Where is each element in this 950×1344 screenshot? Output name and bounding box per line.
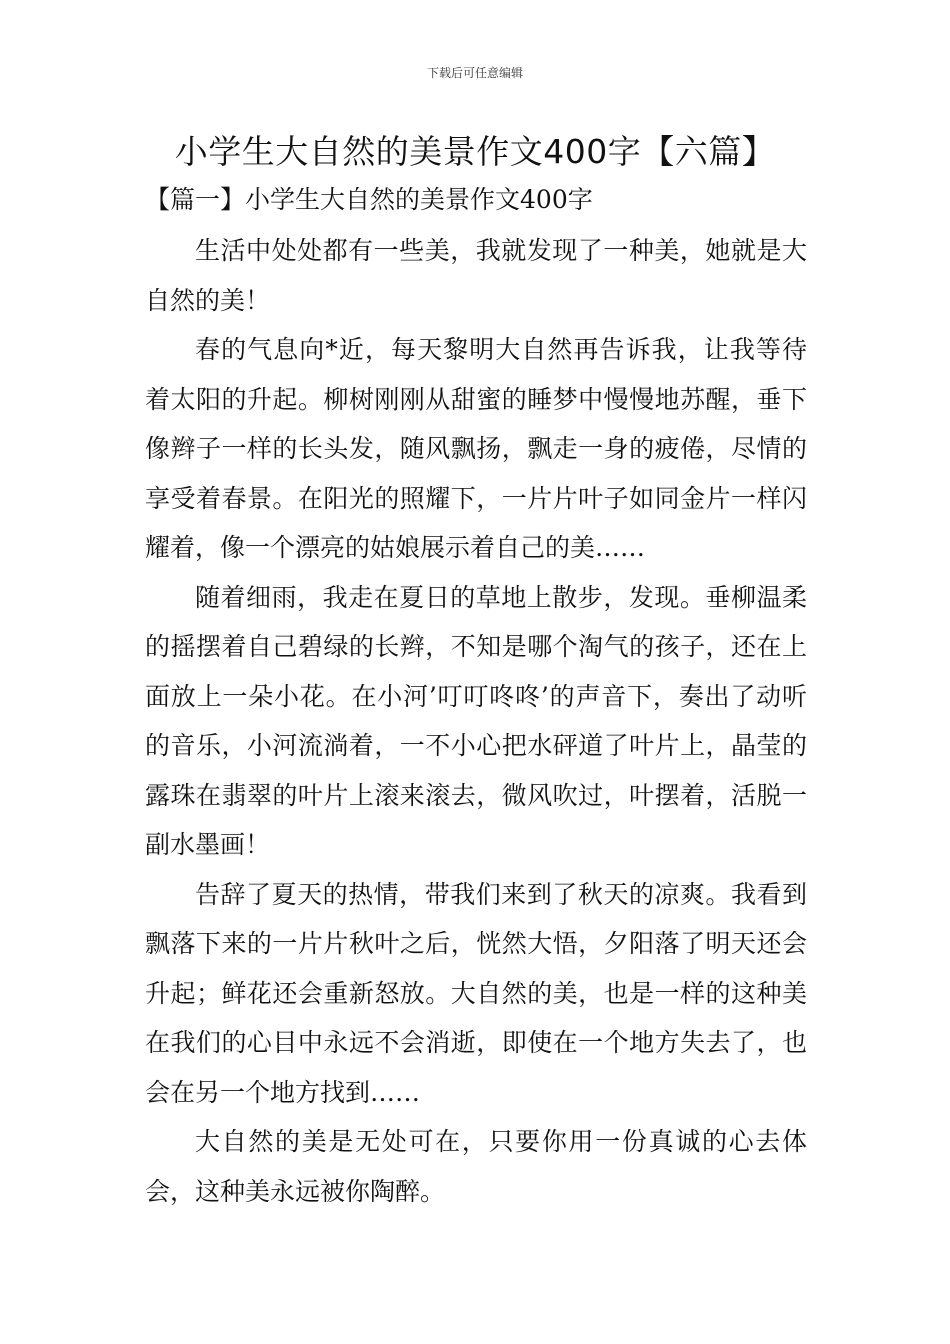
- header-note: 下载后可任意编辑: [426, 66, 523, 80]
- paragraph-5: 大自然的美是无处可在，只要你用一份真诚的心去体会，这种美永远被你陶醉。: [145, 1127, 807, 1206]
- document-title: 小学生大自然的美景作文400字【六篇】: [174, 132, 776, 171]
- paragraph-4: 告辞了夏天的热情，带我们来到了秋天的凉爽。我看到飘落下来的一片片秋叶之后，恍然大悟，夕阳落了明天还会升起；鲜花还会重新怒放。大自然的美，也是一样的这种美在我们的心目中永远不会消逝，即使在一个地方失去了，也会在另一个地方找到……: [145, 879, 807, 1107]
- paragraph-2: 春的气息向*近，每天黎明大自然再告诉我，让我等待着太阳的升起。柳树刚刚从甜蜜的睡梦中慢慢地苏醒，垂下像辫子一样的长头发，随风飘扬，飘走一身的疲倦，尽情的享受着春景。在阳光的照耀下，一片片叶子如同金片一样闪耀着，像一个漂亮的姑娘展示着自己的美……: [145, 335, 807, 562]
- section-heading: 【篇一】小学生大自然的美景作文400字: [145, 185, 593, 214]
- paragraph-3: 随着细雨，我走在夏日的草地上散步，发现。垂柳温柔的摇摆着自己碧绿的长辫，不知是哪个淘气的孩子，还在上面放上一朵小花。在小河’叮叮咚咚’的声音下，奏出了动听的音乐，小河流淌着，一不小心把水砰道了叶片上，晶莹的露珠在翡翠的叶片上滚来滚去，微风吹过，叶摆着，活脱一副水墨画！: [145, 582, 807, 859]
- paragraph-1: 生活中处处都有一些美，我就发现了一种美，她就是大自然的美！: [145, 236, 807, 315]
- essay-body: [145, 226, 807, 1216]
